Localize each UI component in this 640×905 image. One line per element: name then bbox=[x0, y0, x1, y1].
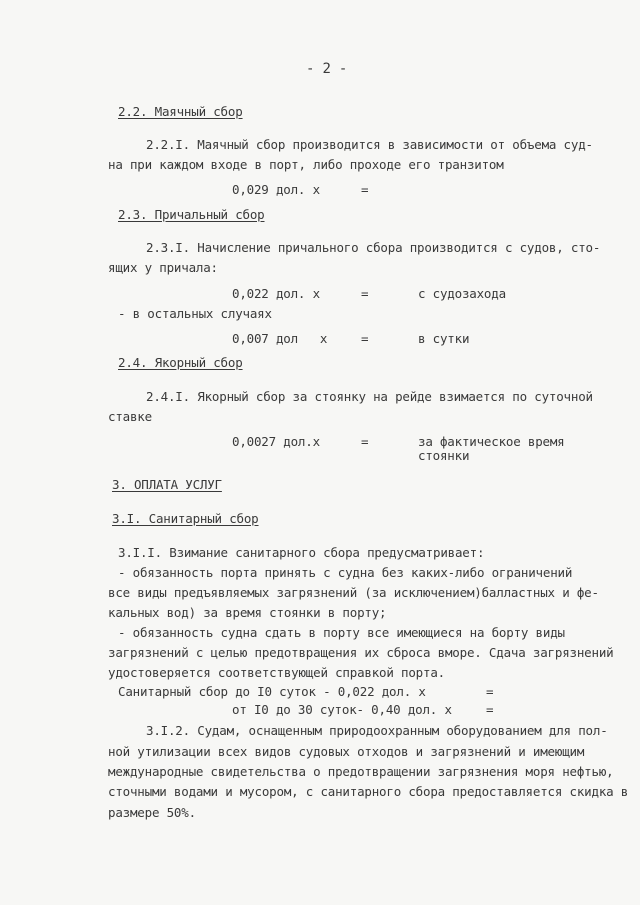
para-3-1-1-line3: кальных вод) за время стоянки в порту; bbox=[108, 605, 387, 620]
para-3-1-1-line2: все виды предъявляемых загрязнений (за исключением)балластных и фе- bbox=[108, 585, 599, 600]
rate-3-1-a: Санитарный сбор до I0 суток - 0,022 дол. х bbox=[118, 684, 426, 699]
para-3-1-2-line3: международные свидетельства о предотвращении загрязнения моря нефтью, bbox=[108, 764, 614, 779]
heading-2-4: 2.4. Якорный сбор bbox=[118, 355, 243, 370]
rate-note-2-3-a: с судозахода bbox=[418, 286, 506, 301]
rate-note-2-3-b: в сутки bbox=[418, 331, 470, 346]
other-cases: - в остальных случаях bbox=[118, 306, 272, 321]
rate-2-2: 0,029 дол. х bbox=[232, 182, 320, 197]
para-3-1-1-line5: загрязнений с целью предотвращения их сброса вморе. Сдача загрязнений bbox=[108, 645, 614, 660]
para-2-4-1-line1: 2.4.I. Якорный сбор за стоянку на рейде взимается по суточной bbox=[146, 389, 593, 404]
rate-note-2-4-line2: стоянки bbox=[418, 448, 470, 463]
equals-sign: = bbox=[486, 684, 494, 699]
equals-sign: = bbox=[361, 434, 369, 449]
rate-3-1-b: от I0 до 30 суток- 0,40 дол. х bbox=[232, 702, 452, 717]
para-2-2-1-line2: на при каждом входе в порт, либо проходе его транзитом bbox=[108, 157, 504, 172]
para-3-1-2-line2: ной утилизации всех видов судовых отходов и загрязнений и имеющим bbox=[108, 744, 585, 759]
rate-2-3-b: 0,007 дол х bbox=[232, 331, 328, 346]
page-number: - 2 - bbox=[306, 61, 348, 77]
heading-3: 3. ОПЛАТА УСЛУГ bbox=[112, 477, 222, 492]
heading-2-2: 2.2. Маячный сбор bbox=[118, 104, 243, 119]
para-3-1-1-line4: - обязанность судна сдать в порту все имеющиеся на борту виды bbox=[118, 625, 565, 640]
para-2-4-1-line2: ставке bbox=[108, 409, 152, 424]
para-3-1-2-line4: сточными водами и мусором, с санитарного сбора предоставляется скидка в bbox=[108, 784, 629, 799]
rate-note-2-4-line1: за фактическое время bbox=[418, 434, 565, 449]
para-2-3-1-line1: 2.3.I. Начисление причального сбора производится с судов, сто- bbox=[146, 240, 601, 255]
para-3-1-2-line5: размере 50%. bbox=[108, 805, 196, 820]
equals-sign: = bbox=[361, 286, 369, 301]
para-3-1-1: 3.I.I. Взимание санитарного сбора предусматривает: bbox=[118, 545, 485, 560]
rate-2-3-a: 0,022 дол. х bbox=[232, 286, 320, 301]
equals-sign: = bbox=[486, 702, 494, 717]
para-3-1-2-line1: 3.I.2. Судам, оснащенным природоохранным оборудованием для пол- bbox=[146, 723, 608, 738]
para-3-1-1-line1: - обязанность порта принять с судна без каких-либо ограничений bbox=[118, 565, 573, 580]
heading-2-3: 2.3. Причальный сбор bbox=[118, 207, 265, 222]
rate-2-4: 0,0027 дол.х bbox=[232, 434, 320, 449]
equals-sign: = bbox=[361, 182, 369, 197]
para-3-1-1-line6: удостоверяется соответствующей справкой порта. bbox=[108, 665, 445, 680]
equals-sign: = bbox=[361, 331, 369, 346]
para-2-3-1-line2: ящих у причала: bbox=[108, 260, 218, 275]
para-2-2-1-line1: 2.2.I. Маячный сбор производится в зависимости от объема суд- bbox=[146, 137, 593, 152]
heading-3-1: 3.I. Санитарный сбор bbox=[112, 511, 259, 526]
